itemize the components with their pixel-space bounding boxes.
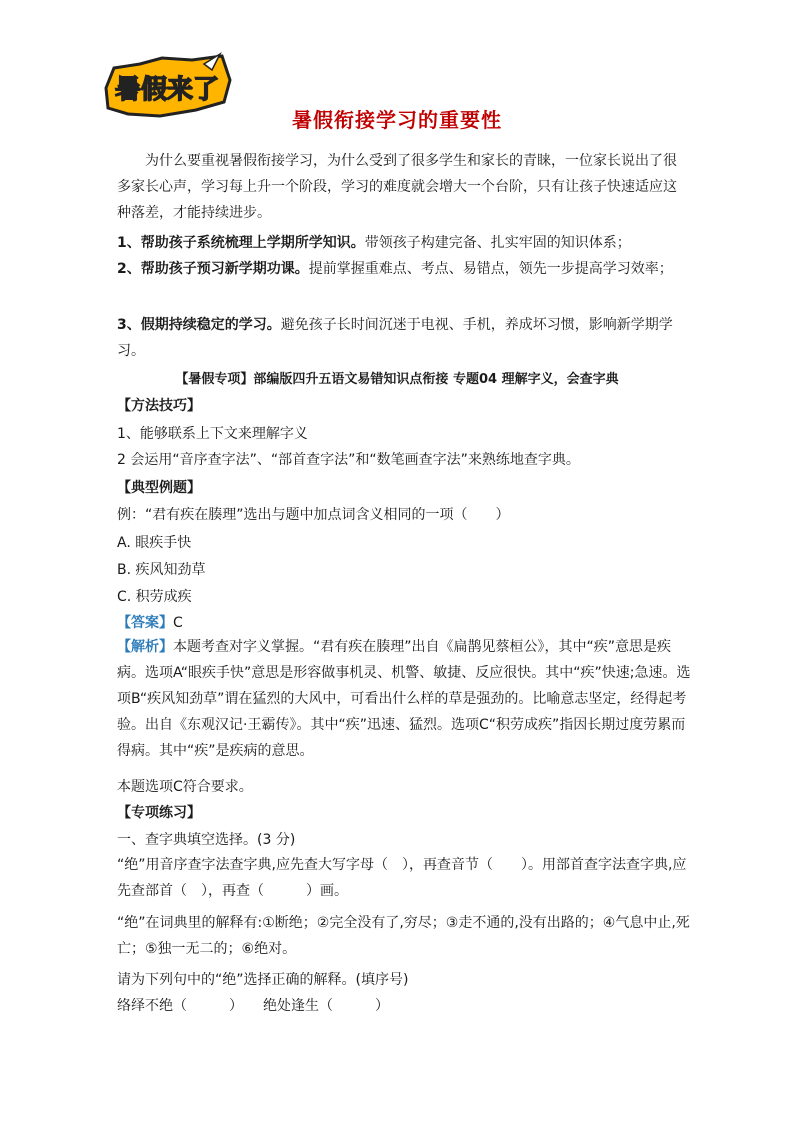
method-heading: 【方法技巧】 [117, 398, 201, 414]
question-1-instruction: 请为下列句中的“绝”选择正确的解释。(填序号) [117, 972, 409, 988]
answer-line [117, 613, 697, 633]
point-2-lead: 2、帮助孩子预习新学期功课。 [117, 261, 309, 277]
question-1-items [117, 996, 697, 1016]
answer-tag: 【答案】 [117, 615, 173, 631]
practice-heading: 【专项练习】 [117, 805, 201, 821]
item-1: 络绎不绝（ ） [117, 998, 243, 1014]
question-1-meanings: “绝”在词典里的解释有:①断绝；②完全没有了,穷尽；③走不通的,没有出路的；④气息中止,死亡；⑤独一无二的；⑥绝对。 [117, 915, 690, 957]
topic-heading: 【暑假专项】部编版四升五语文易错知识点衔接 专题04 理解字义，会查字典 [175, 372, 619, 387]
point-3 [117, 312, 677, 364]
item-2: 绝处逢生（ ） [263, 998, 389, 1014]
point-2-rest: 提前掌握重难点、考点、易错点，领先一步提高学习效率； [308, 261, 673, 277]
intro-paragraph: 为什么要重视暑假衔接学习，为什么受到了很多学生和家长的青睐，一位家长说出了很多家长心声，学习每上升一个阶段，学习的难度就会增大一个台阶，只有让孩子快速适应这种落差，才能持续进步。 [117, 153, 677, 221]
point-3-rest: 避免孩子长时间沉迷于电视、手机，养成坏习惯，影响新学期学习。 [117, 317, 673, 359]
point-1-lead: 1、帮助孩子系统梳理上学期所学知识。 [117, 235, 365, 251]
point-1 [117, 230, 677, 256]
analysis-text: 本题考查对字义掌握。“君有疾在腠理”出自《扁鹊见蔡桓公》，其中“疾”意思是疾病。选项A“眼疾手快”意思是形容做事机灵、机警、敏捷、反应很快。其中“疾”快速;急速。选项B“疾风知劲草”谓在猛烈的大风中，可看出什么样的草是强劲的。比喻意志坚定，经得起考验。出自《东观汉记·王霸传》。其中“疾”迅速、猛烈。选项C“积劳成疾”指因长期过度劳累而得病。其中“疾”是疾病的意思。 [117, 639, 691, 759]
point-2 [117, 256, 677, 282]
point-3-lead: 3、假期持续稳定的学习。 [117, 317, 281, 333]
option-b: B. 疾风知劲草 [117, 562, 206, 578]
method-item-2: 2 会运用“音序查字法”、“部首查字法”和“数笔画查字法”来熟练地查字典。 [117, 452, 580, 468]
analysis-tag: 【解析】 [117, 639, 173, 655]
analysis-paragraph [117, 634, 692, 764]
question-1-title: 一、查字典填空选择。(3 分) [117, 832, 296, 848]
example-question: 例：“君有疾在腠理”选出与题中加点词含义相同的一项（ ） [117, 507, 510, 523]
question-1-text: “绝”用音序查字法查字典,应先查大写字母（ ），再查音节（ ）。用部首查字法查字典,应先查部首（ ），再查（ ）画。 [117, 857, 687, 899]
method-item-1: 1、能够联系上下文来理解字义 [117, 426, 308, 442]
page-title: 暑假衔接学习的重要性 [292, 108, 502, 132]
option-c: C. 积劳成疾 [117, 589, 192, 605]
option-a: A. 眼疾手快 [117, 535, 192, 551]
conclusion: 本题选项C符合要求。 [117, 779, 253, 795]
point-1-rest: 带领孩子构建完备、扎实牢固的知识体系； [364, 235, 631, 251]
logo-text: 暑假来了 [114, 75, 220, 105]
answer-value: C [173, 615, 183, 631]
example-heading: 【典型例题】 [117, 480, 201, 496]
